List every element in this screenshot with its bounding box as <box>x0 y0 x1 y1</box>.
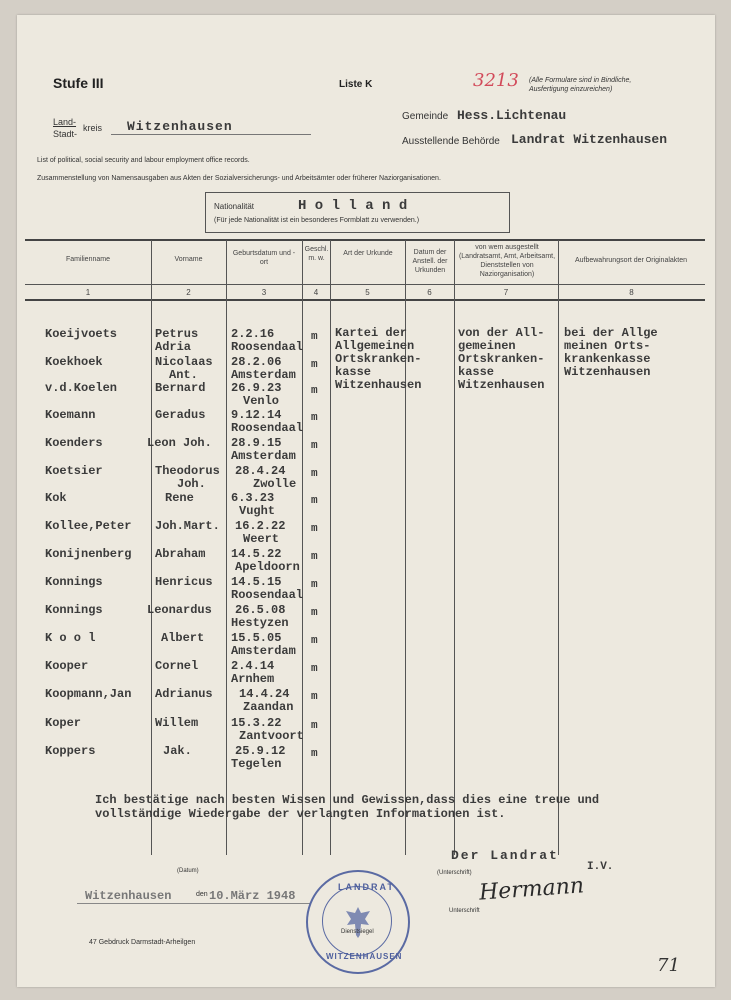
family-name: Kollee,Peter <box>45 519 132 533</box>
birth-date: 14.5.15 <box>231 575 282 589</box>
behoerde-value: Landrat Witzenhausen <box>511 132 668 147</box>
birth-place: Zantvoort <box>239 729 304 743</box>
birth-place: Tegelen <box>231 757 282 771</box>
birth-place: Roosendaal <box>231 340 304 354</box>
birth-date: 26.9.23 <box>231 381 282 395</box>
sex: m <box>311 385 318 397</box>
first-name: Geradus <box>155 408 206 422</box>
kreis-underline <box>111 134 311 135</box>
date-value: 10.März 1948 <box>209 889 296 903</box>
header-familienname: Familienname <box>66 256 110 263</box>
seal-center-text: Dienstsiegel <box>341 929 374 935</box>
birth-date: 14.5.22 <box>231 547 282 561</box>
table-row <box>17 687 715 713</box>
birth-place: Weert <box>243 532 280 546</box>
sex: m <box>311 523 318 535</box>
birth-date: 26.5.08 <box>235 603 286 617</box>
archive-location-line: Witzenhausen <box>564 365 651 379</box>
first-name: Albert <box>161 631 205 645</box>
header-number-2: 2 <box>186 288 191 297</box>
official-seal-stamp <box>306 870 410 974</box>
land-label: Land- <box>53 117 77 127</box>
document-type-line: kasse <box>335 365 372 379</box>
archive-location-text <box>564 327 658 379</box>
nationality-note: (Für jede Nationalität ist ein besonderes Formblatt zu verwenden.) <box>214 217 420 224</box>
document-type-line: Allgemeinen <box>335 339 415 353</box>
seal-bottom-text: WITZENHAUSEN <box>326 952 403 961</box>
signature-caption: (Unterschrift) <box>437 870 472 876</box>
family-name: Koekhoek <box>45 355 103 369</box>
family-name: Koppers <box>45 744 96 758</box>
birth-place: Apeldoorn <box>235 560 300 574</box>
description-german: Zusammenstellung von Namensausgaben aus Akten der Sozialversicherungs- und Arbeitsämter oder früherer Naziorganisationen. <box>37 175 441 182</box>
birth-place: Venlo <box>243 394 280 408</box>
sex: m <box>311 495 318 507</box>
seal-top-text: LANDRAT <box>338 882 395 892</box>
birth-place: Roosendaal <box>231 588 304 602</box>
family-name: K o o l <box>45 631 96 645</box>
format-note <box>529 76 631 94</box>
family-name: v.d.Koelen <box>45 381 118 395</box>
stadt-label: Stadt- <box>53 129 78 139</box>
family-name: Konnings <box>45 603 103 617</box>
page-number-mark: 71 <box>657 955 680 976</box>
birth-date: 16.2.22 <box>235 519 286 533</box>
confirmation-line1: Ich bestätige nach besten Wissen und Gewissen,dass dies eine treue und <box>95 793 600 807</box>
birth-date: 15.3.22 <box>231 716 282 730</box>
birth-date: 28.4.24 <box>235 464 286 478</box>
header-number-8: 8 <box>629 288 634 297</box>
header-number-6: 6 <box>427 288 432 297</box>
table-row <box>17 744 715 770</box>
birth-date: 2.4.14 <box>231 659 275 673</box>
first-name: Jak. <box>163 744 192 758</box>
header-number-5: 5 <box>365 288 370 297</box>
birth-place: Amsterdam <box>231 368 296 382</box>
birth-date: 28.9.15 <box>231 436 282 450</box>
birth-date: 14.4.24 <box>239 687 290 701</box>
header-number-3: 3 <box>261 288 267 297</box>
sex: m <box>311 691 318 703</box>
table-header-divider <box>25 284 705 285</box>
table-row <box>17 491 715 517</box>
place-value: Witzenhausen <box>85 889 172 903</box>
gemeinde-value: Hess.Lichtenau <box>457 108 567 123</box>
kreis-label: kreis <box>83 123 103 133</box>
birth-place: Zaandan <box>243 700 294 714</box>
issuer-line: kasse <box>458 365 495 379</box>
sex: m <box>311 607 318 619</box>
printer-footer: 47 Gebdruck Darmstadt-Arheilgen <box>89 939 196 946</box>
birth-place: Amsterdam <box>231 644 296 658</box>
first-name: Henricus <box>155 575 213 589</box>
format-note-line1: (Alle Formulare sind in Bindliche, <box>529 77 632 84</box>
date-underline <box>77 903 311 904</box>
sex: m <box>311 551 318 563</box>
iv-label: I.V. <box>587 861 614 873</box>
stufe-heading: Stufe III <box>53 75 104 91</box>
sex: m <box>311 579 318 591</box>
issuer-line: gemeinen <box>458 339 516 353</box>
first-name: Theodorus <box>155 464 220 478</box>
sex: m <box>311 663 318 675</box>
table-row <box>17 716 715 742</box>
date-caption: (Datum) <box>177 868 199 874</box>
birth-date: 6.3.23 <box>231 491 275 505</box>
table-row <box>17 408 715 434</box>
sex: m <box>311 359 318 371</box>
family-name: Koeijvoets <box>45 327 118 341</box>
family-name: Koenders <box>45 436 103 450</box>
first-name-continued: Adria <box>155 340 192 354</box>
first-name-continued: Joh. <box>177 477 206 491</box>
birth-place: Zwolle <box>253 477 297 491</box>
sex: m <box>311 331 318 343</box>
table-row <box>17 519 715 545</box>
first-name: Adrianus <box>155 687 213 701</box>
family-name: Kooper <box>45 659 89 673</box>
red-handwritten-mark: 3213 <box>473 70 519 91</box>
birth-place: Arnhem <box>231 672 275 686</box>
first-name: Joh.Mart. <box>155 519 220 533</box>
sex: m <box>311 635 318 647</box>
table-row <box>17 464 715 490</box>
table-row <box>17 547 715 573</box>
header-geburtsdatum: Geburtsdatum und -ort <box>232 250 296 266</box>
birth-place: Roosendaal <box>231 421 304 435</box>
first-name: Abraham <box>155 547 206 561</box>
family-name: Koper <box>45 716 82 730</box>
archive-location-line: krankenkasse <box>564 352 651 366</box>
sex: m <box>311 748 318 760</box>
nationality-value: H o l l a n d <box>298 198 408 214</box>
format-note-line2: Ausfertigung einzureichen) <box>529 86 613 93</box>
first-name: Nicolaas <box>155 355 213 369</box>
birth-date: 25.9.12 <box>235 744 286 758</box>
birth-place: Hestyzen <box>231 616 289 630</box>
issuer-line: Ortskranken- <box>458 352 545 366</box>
first-name: Bernard <box>155 381 206 395</box>
family-name: Koopmann,Jan <box>45 687 132 701</box>
table-row <box>17 436 715 462</box>
header-art-urkunde: Art der Urkunde <box>343 250 393 257</box>
family-name: Koemann <box>45 408 96 422</box>
header-datum-anstellung: Datum der Anstell. der Urkunden <box>412 249 448 274</box>
issuer-line: von der All- <box>458 326 545 340</box>
table-row <box>17 659 715 685</box>
behoerde-label: Ausstellende Behörde <box>402 136 500 147</box>
table-number-divider <box>25 299 705 301</box>
family-name: Konnings <box>45 575 103 589</box>
sex: m <box>311 440 318 452</box>
document-type-line: Witzenhausen <box>335 378 422 392</box>
header-number-4: 4 <box>313 288 319 297</box>
sex: m <box>311 412 318 424</box>
first-name-continued: Ant. <box>169 368 198 382</box>
birth-place: Vught <box>239 504 276 518</box>
first-name: Leonardus <box>147 603 212 617</box>
table-row <box>17 631 715 657</box>
den-label: den <box>196 891 208 898</box>
family-name: Konijnenberg <box>45 547 132 561</box>
birth-date: 28.2.06 <box>231 355 282 369</box>
document-page <box>17 15 715 987</box>
nationality-label: Nationalität <box>214 202 255 211</box>
first-name: Rene <box>165 491 194 505</box>
table-top-border <box>25 239 705 241</box>
nationality-box <box>205 192 510 233</box>
header-vorname: Vorname <box>174 256 203 263</box>
first-name: Willem <box>155 716 199 730</box>
header-number-7: 7 <box>503 288 509 297</box>
document-type-text <box>335 327 421 392</box>
birth-date: 15.5.05 <box>231 631 282 645</box>
kreis-value: Witzenhausen <box>127 119 233 134</box>
document-type-line: Kartei der <box>335 326 408 340</box>
header-number-1: 1 <box>85 288 91 297</box>
landrat-label: Der Landrat <box>451 848 559 863</box>
first-name: Petrus <box>155 327 199 341</box>
archive-location-line: meinen Orts- <box>564 339 651 353</box>
issuer-line: Witzenhausen <box>458 378 545 392</box>
sex: m <box>311 468 318 480</box>
header-ausgestellt: von wem ausgestellt (Landratsamt, Amt, Arbeitsamt, Dienststellen von Naziorganisation) <box>458 244 556 278</box>
first-name: Cornel <box>155 659 199 673</box>
family-name: Kok <box>45 491 67 505</box>
handwritten-signature: Hermann <box>478 873 585 906</box>
unterschrift-label: Unterschrift <box>449 908 480 914</box>
sex: m <box>311 720 318 732</box>
document-type-line: Ortskranken- <box>335 352 422 366</box>
confirmation-line2: vollständige Wiedergabe der verlangten Informationen ist. <box>95 807 506 821</box>
birth-place: Amsterdam <box>231 449 296 463</box>
table-row <box>17 575 715 601</box>
liste-label: Liste K <box>339 79 373 90</box>
issuer-text <box>458 327 544 392</box>
archive-location-line: bei der Allge <box>564 326 658 340</box>
birth-date: 2.2.16 <box>231 327 275 341</box>
gemeinde-label: Gemeinde <box>402 111 449 122</box>
birth-date: 9.12.14 <box>231 408 282 422</box>
first-name: Leon Joh. <box>147 436 212 450</box>
table-row <box>17 603 715 629</box>
header-aufbewahrungsort: Aufbewahrungsort der Originalakten <box>574 257 688 264</box>
family-name: Koetsier <box>45 464 103 478</box>
header-geschlecht: Geschl. m. w. <box>304 246 329 262</box>
description-english: List of political, social security and labour employment office records. <box>37 157 250 164</box>
